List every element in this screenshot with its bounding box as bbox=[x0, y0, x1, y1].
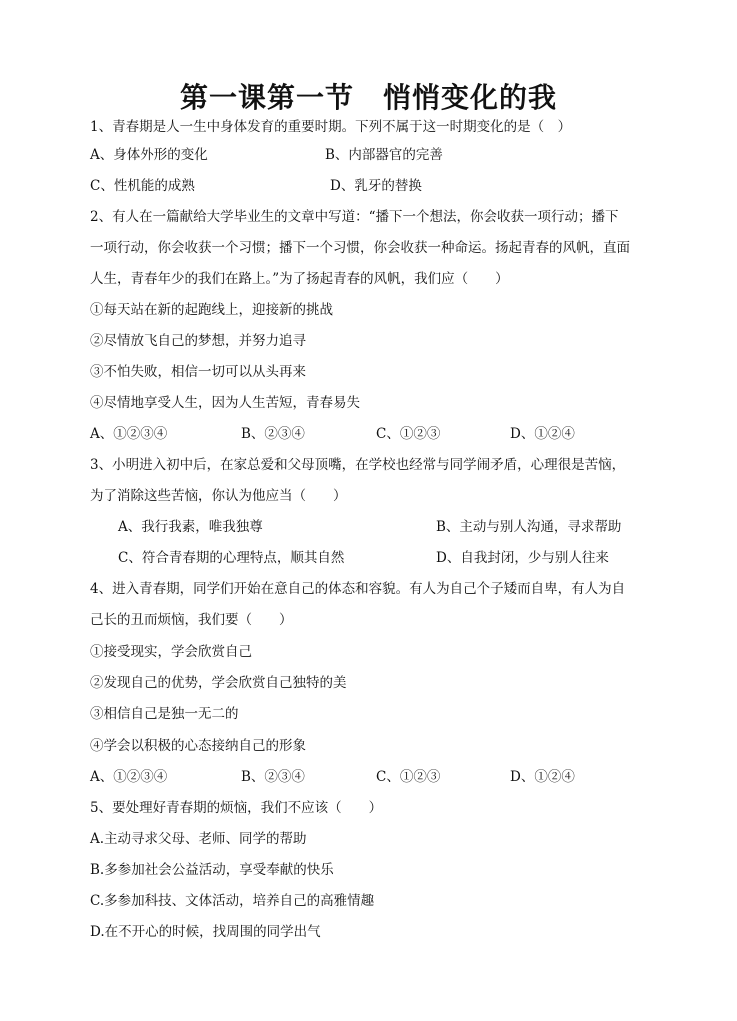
q3-option-d: D、自我封闭，少与别人往来 bbox=[436, 550, 609, 566]
q4-stem-line-1: 4、进入青春期，同学们开始在意自己的体态和容貌。有人为自己个子矮而自卑，有人为自 bbox=[90, 581, 626, 597]
q4-stem-line-2: 己长的丑而烦恼，我们要（ ） bbox=[90, 612, 293, 628]
q2-stem-line-2: 一项行动，你会收获一个习惯；播下一个习惯，你会收获一种命运。扬起青春的风帆，直面 bbox=[90, 240, 630, 256]
q4-option-b: B、②③④ bbox=[241, 769, 305, 785]
q3-option-c: C、符合青春期的心理特点，顺其自然 bbox=[118, 550, 345, 566]
q3-stem-line-2: 为了消除这些苦恼，你认为他应当（ ） bbox=[90, 488, 347, 504]
q4-statement-3: ③相信自己是独一无二的 bbox=[90, 706, 239, 722]
q5-stem: 5、要处理好青春期的烦恼，我们不应该（ ） bbox=[90, 800, 383, 816]
q2-statement-1: ①每天站在新的起跑线上，迎接新的挑战 bbox=[90, 302, 333, 318]
q3-stem-line-1: 3、小明进入初中后，在家总爱和父母顶嘴，在学校也经常与同学闹矛盾，心理很是苦恼， bbox=[90, 457, 626, 473]
q2-option-b: B、②③④ bbox=[241, 426, 305, 442]
q5-option-d: D.在不开心的时候，找周围的同学出气 bbox=[90, 924, 321, 940]
q5-option-c: C.多参加科技、文体活动，培养自己的高雅情趣 bbox=[90, 893, 375, 909]
q1-option-d: D、乳牙的替换 bbox=[330, 178, 422, 194]
q3-option-a: A、我行我素，唯我独尊 bbox=[118, 519, 263, 535]
q2-statement-4: ④尽情地享受人生，因为人生苦短，青春易失 bbox=[90, 395, 360, 411]
q1-option-a: A、身体外形的变化 bbox=[90, 147, 208, 163]
q2-stem-line-3: 人生，青春年少的我们在路上。”为了扬起青春的风帆，我们应（ ） bbox=[90, 271, 509, 287]
q2-option-c: C、①②③ bbox=[376, 426, 441, 442]
q2-statement-3: ③不怕失败，相信一切可以从头再来 bbox=[90, 364, 306, 380]
q3-option-b: B、主动与别人沟通，寻求帮助 bbox=[436, 519, 622, 535]
page-title: 第一课第一节 悄悄变化的我 bbox=[179, 81, 557, 114]
q4-statement-1: ①接受现实，学会欣赏自己 bbox=[90, 644, 252, 660]
q2-option-a: A、①②③④ bbox=[90, 426, 168, 442]
q4-statement-4: ④学会以积极的心态接纳自己的形象 bbox=[90, 738, 306, 754]
q4-option-c: C、①②③ bbox=[376, 769, 441, 785]
q4-option-a: A、①②③④ bbox=[90, 769, 168, 785]
q2-stem-line-1: 2、有人在一篇献给大学毕业生的文章中写道：“播下一个想法，你会收获一项行动；播下 bbox=[90, 209, 619, 225]
q1-stem: 1、青春期是人一生中身体发育的重要时期。下列不属于这一时期变化的是（ ） bbox=[90, 119, 572, 135]
q1-option-b: B、内部器官的完善 bbox=[325, 147, 443, 163]
q2-option-d: D、①②④ bbox=[510, 426, 575, 442]
q4-option-d: D、①②④ bbox=[510, 769, 575, 785]
q5-option-b: B.多参加社会公益活动，享受奉献的快乐 bbox=[90, 862, 334, 878]
q5-option-a: A.主动寻求父母、老师、同学的帮助 bbox=[90, 831, 307, 847]
q4-statement-2: ②发现自己的优势，学会欣赏自己独特的美 bbox=[90, 675, 347, 691]
q2-statement-2: ②尽情放飞自己的梦想，并努力追寻 bbox=[90, 333, 306, 349]
q1-option-c: C、性机能的成熟 bbox=[90, 178, 195, 194]
